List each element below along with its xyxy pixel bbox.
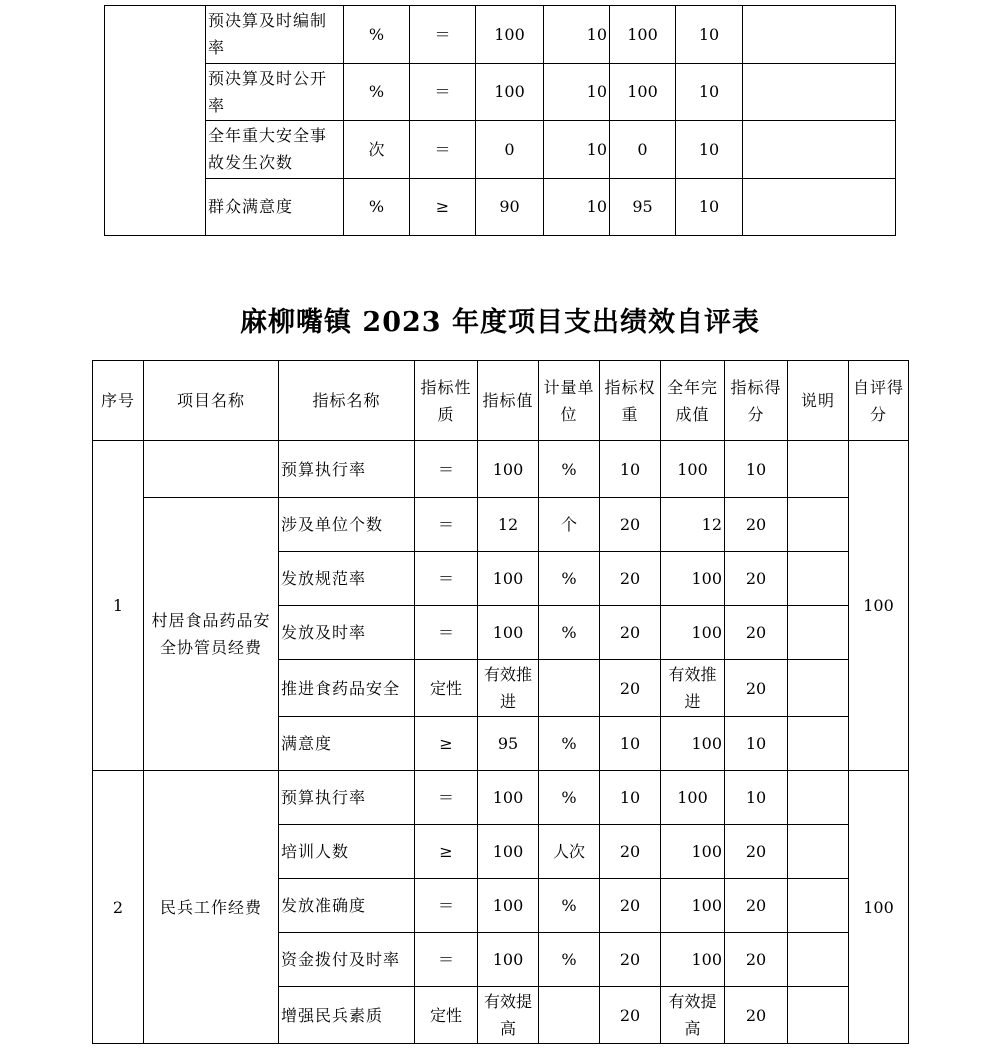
self-score-cell: 100	[849, 441, 909, 771]
value-cell: 100	[478, 933, 539, 987]
nature-cell: ≥	[415, 825, 478, 879]
table-header-row	[93, 361, 909, 441]
header-project: 项目名称	[144, 361, 279, 441]
table-row	[105, 121, 896, 179]
nature-cell: ＝	[415, 879, 478, 933]
score-cell: 20	[725, 879, 788, 933]
note-cell	[788, 933, 849, 987]
unit-cell: %	[539, 552, 600, 606]
indicator-name: 涉及单位个数	[279, 498, 415, 552]
weight-cell: 20	[600, 987, 661, 1044]
empty-cell	[144, 441, 279, 498]
weight-cell: 20	[600, 879, 661, 933]
actual-cell: 100	[661, 552, 725, 606]
unit-cell: %	[539, 606, 600, 660]
note-cell	[743, 121, 896, 179]
project-name-cell: 村居食品药品安全协管员经费	[144, 498, 279, 771]
nature-cell: 定性	[415, 660, 478, 717]
seq-cell: 1	[93, 441, 144, 771]
nature-cell: ＝	[415, 606, 478, 660]
indicator-name: 预算执行率	[279, 441, 415, 498]
value-cell: 有效提高	[478, 987, 539, 1044]
note-cell	[788, 441, 849, 498]
unit-cell	[539, 987, 600, 1044]
score-cell: 10	[676, 121, 743, 179]
indicator-name: 全年重大安全事故发生次数	[206, 121, 344, 179]
table-row	[93, 771, 909, 825]
score-cell: 10	[676, 178, 743, 236]
target-cell: 100	[476, 63, 544, 121]
weight-cell: 10	[600, 441, 661, 498]
unit-cell: 个	[539, 498, 600, 552]
actual-cell: 12	[661, 498, 725, 552]
indicator-name: 推进食药品安全	[279, 660, 415, 717]
weight-cell: 20	[600, 552, 661, 606]
self-score-cell: 100	[849, 771, 909, 1044]
score-cell: 20	[725, 606, 788, 660]
note-cell	[788, 717, 849, 771]
table-row	[105, 6, 896, 64]
nature-cell: ≥	[415, 717, 478, 771]
unit-cell: %	[539, 717, 600, 771]
note-cell	[788, 660, 849, 717]
unit-cell: %	[539, 441, 600, 498]
value-cell: 100	[478, 441, 539, 498]
nature-cell: ＝	[415, 441, 478, 498]
nature-cell: 定性	[415, 987, 478, 1044]
indicator-name: 资金拨付及时率	[279, 933, 415, 987]
actual-cell: 有效推进	[661, 660, 725, 717]
header-value: 指标值	[478, 361, 539, 441]
weight-cell: 20	[600, 606, 661, 660]
weight-cell: 10	[544, 6, 610, 64]
note-cell	[743, 63, 896, 121]
score-cell: 10	[725, 771, 788, 825]
actual-cell: 100	[610, 6, 676, 64]
note-cell	[743, 178, 896, 236]
header-self-score: 自评得分	[849, 361, 909, 441]
table-row	[93, 441, 909, 498]
header-unit: 计量单位	[539, 361, 600, 441]
header-note: 说明	[788, 361, 849, 441]
unit-cell: 人次	[539, 825, 600, 879]
indicator-name: 预决算及时公开率	[206, 63, 344, 121]
table-row	[105, 63, 896, 121]
project-name-cell: 民兵工作经费	[144, 771, 279, 1044]
actual-cell: 100	[661, 825, 725, 879]
unit-cell: %	[539, 933, 600, 987]
actual-cell: 100	[661, 933, 725, 987]
actual-cell: 100	[610, 63, 676, 121]
target-cell: 0	[476, 121, 544, 179]
header-actual: 全年完成值	[661, 361, 725, 441]
actual-cell: 100	[661, 606, 725, 660]
note-cell	[788, 825, 849, 879]
note-cell	[788, 879, 849, 933]
indicator-name: 发放准确度	[279, 879, 415, 933]
note-cell	[788, 771, 849, 825]
actual-cell: 100	[661, 717, 725, 771]
weight-cell: 10	[544, 178, 610, 236]
target-cell: 100	[476, 6, 544, 64]
value-cell: 100	[478, 606, 539, 660]
actual-cell: 95	[610, 178, 676, 236]
indicator-name: 增强民兵素质	[279, 987, 415, 1044]
nature-cell: ＝	[415, 771, 478, 825]
score-cell: 10	[676, 6, 743, 64]
score-cell: 10	[725, 717, 788, 771]
weight-cell: 10	[600, 717, 661, 771]
actual-cell: 100	[661, 771, 725, 825]
operator-cell: ＝	[410, 63, 476, 121]
self-evaluation-table	[92, 360, 909, 1044]
empty-cell	[105, 6, 206, 236]
weight-cell: 20	[600, 498, 661, 552]
score-cell: 10	[676, 63, 743, 121]
unit-cell: %	[344, 6, 410, 64]
actual-cell: 100	[661, 879, 725, 933]
weight-cell: 20	[600, 933, 661, 987]
weight-cell: 20	[600, 660, 661, 717]
operator-cell: ≥	[410, 178, 476, 236]
unit-cell: %	[344, 63, 410, 121]
note-cell	[788, 552, 849, 606]
unit-cell	[539, 660, 600, 717]
score-cell: 20	[725, 825, 788, 879]
page-title: 麻柳嘴镇 2023 年度项目支出绩效自评表	[240, 307, 760, 338]
weight-cell: 10	[600, 771, 661, 825]
value-cell: 100	[478, 879, 539, 933]
score-cell: 20	[725, 552, 788, 606]
score-cell: 20	[725, 933, 788, 987]
operator-cell: ＝	[410, 6, 476, 64]
nature-cell: ＝	[415, 552, 478, 606]
note-cell	[743, 6, 896, 64]
indicator-name: 预决算及时编制率	[206, 6, 344, 64]
score-cell: 20	[725, 498, 788, 552]
value-cell: 95	[478, 717, 539, 771]
weight-cell: 20	[600, 825, 661, 879]
header-seq: 序号	[93, 361, 144, 441]
weight-cell: 10	[544, 63, 610, 121]
indicator-name: 预算执行率	[279, 771, 415, 825]
value-cell: 12	[478, 498, 539, 552]
value-cell: 100	[478, 825, 539, 879]
indicator-name: 培训人数	[279, 825, 415, 879]
nature-cell: ＝	[415, 933, 478, 987]
note-cell	[788, 498, 849, 552]
header-score: 指标得分	[725, 361, 788, 441]
seq-cell: 2	[93, 771, 144, 1044]
table-row	[105, 178, 896, 236]
unit-cell: %	[344, 178, 410, 236]
indicator-name: 发放规范率	[279, 552, 415, 606]
target-cell: 90	[476, 178, 544, 236]
score-cell: 20	[725, 660, 788, 717]
operator-cell: ＝	[410, 121, 476, 179]
header-indicator: 指标名称	[279, 361, 415, 441]
top-performance-table	[104, 5, 896, 236]
table-row	[93, 498, 909, 552]
indicator-name: 群众满意度	[206, 178, 344, 236]
indicator-name: 发放及时率	[279, 606, 415, 660]
unit-cell: 次	[344, 121, 410, 179]
unit-cell: %	[539, 771, 600, 825]
nature-cell: ＝	[415, 498, 478, 552]
indicator-name: 满意度	[279, 717, 415, 771]
header-nature: 指标性质	[415, 361, 478, 441]
score-cell: 20	[725, 987, 788, 1044]
unit-cell: %	[539, 879, 600, 933]
value-cell: 100	[478, 771, 539, 825]
value-cell: 有效推进	[478, 660, 539, 717]
value-cell: 100	[478, 552, 539, 606]
actual-cell: 0	[610, 121, 676, 179]
note-cell	[788, 987, 849, 1044]
note-cell	[788, 606, 849, 660]
weight-cell: 10	[544, 121, 610, 179]
actual-cell: 100	[661, 441, 725, 498]
score-cell: 10	[725, 441, 788, 498]
header-weight: 指标权重	[600, 361, 661, 441]
actual-cell: 有效提高	[661, 987, 725, 1044]
